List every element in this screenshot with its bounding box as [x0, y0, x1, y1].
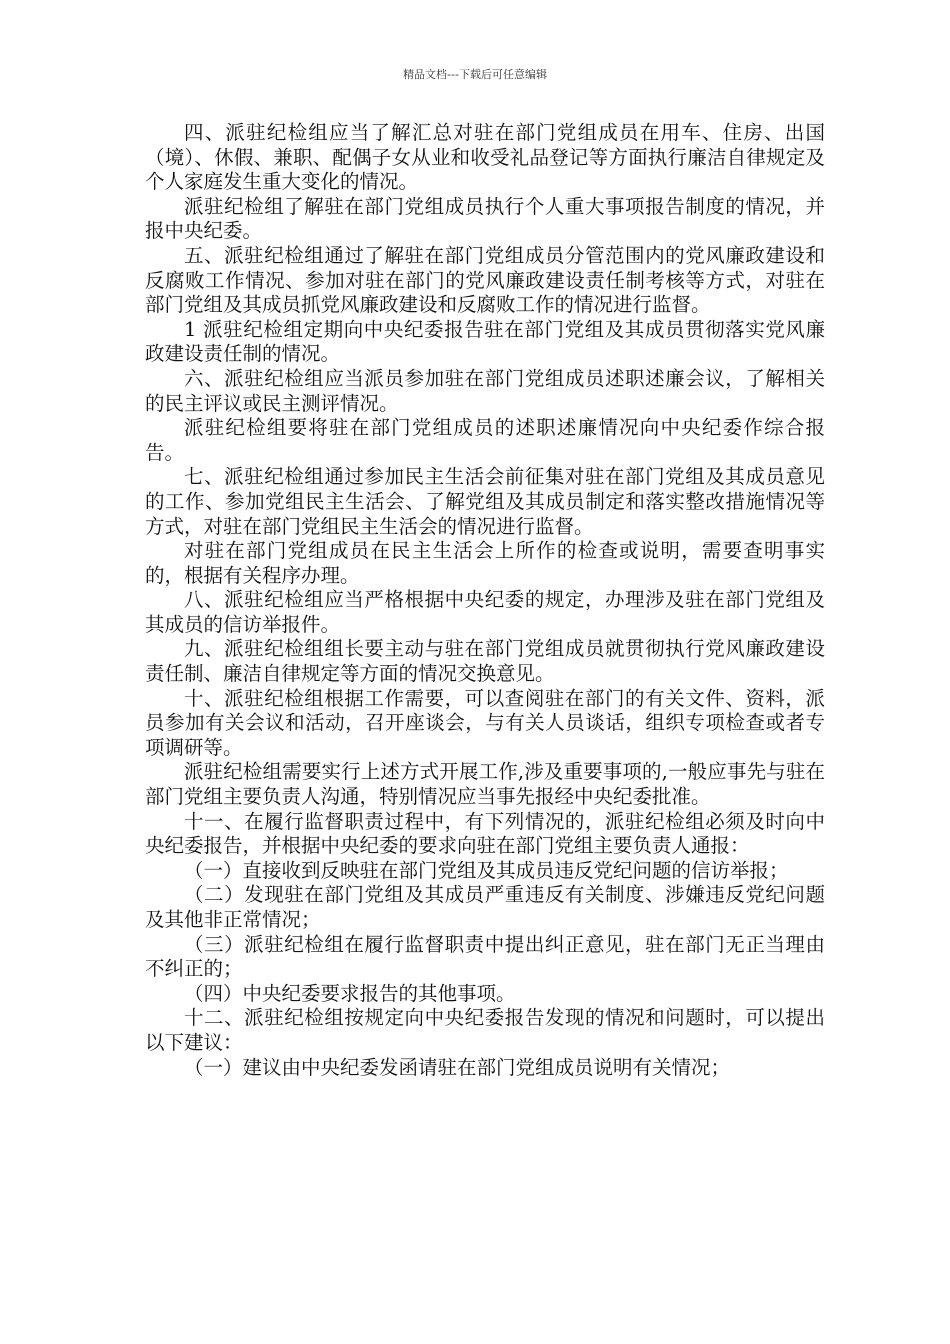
paragraph-9: 九、派驻纪检组组长要主动与驻在部门党组成员就贯彻执行党风廉政建设责任制、廉洁自律规定等方面的情况交换意见。 — [145, 637, 825, 686]
paragraph-6: 六、派驻纪检组应当派员参加驻在部门党组成员述职述廉会议，了解相关的民主评议或民主测评情况。 — [145, 366, 825, 415]
paragraph-4: 四、派驻纪检组应当了解汇总对驻在部门党组成员在用车、住房、出国（境）、休假、兼职、配偶子女从业和收受礼品登记等方面执行廉洁自律规定及个人家庭发生重大变化的情况。 — [145, 121, 825, 194]
list-item: （一）直接收到反映驻在部门党组及其成员违反党纪问题的信访举报； — [184, 858, 789, 882]
paragraph-12: 十二、派驻纪检组按规定向中央纪委报告发现的情况和问题时，可以提出以下建议： — [145, 1006, 825, 1054]
paragraph-8: 八、派驻纪检组应当严格根据中央纪委的规定，办理涉及驻在部门党组及其成员的信访举报件。 — [145, 588, 825, 636]
paragraph: 派驻纪检组需要实行上述方式开展工作,涉及重要事项的,一般应事先与驻在部门党组主要负责人沟通，特别情况应当事先报经中央纪委批准。 — [145, 760, 825, 809]
list-item: （一）建议由中央纪委发函请驻在部门党组成员说明有关情况； — [184, 1055, 731, 1079]
paragraph-7: 七、派驻纪检组通过参加民主生活会前征集对驻在部门党组及其成员意见的工作、参加党组民主生活会、了解党组及其成员制定和落实整改措施情况等方式，对驻在部门党组民主生活会的情况进行监督。 — [145, 465, 825, 538]
paragraph: 派驻纪检组要将驻在部门党组成员的述职述廉情况向中央纪委作综合报告。 — [145, 416, 825, 464]
paragraph: 派驻纪检组了解驻在部门党组成员执行个人重大事项报告制度的情况，并报中央纪委。 — [145, 194, 825, 243]
paragraph: 1 派驻纪检组定期向中央纪委报告驻在部门党组及其成员贯彻落实党风廉政建设责任制的情况。 — [145, 317, 825, 366]
page-header: 精品文档---下载后可任意编辑 — [403, 68, 547, 81]
list-item: （四）中央纪委要求报告的其他事项。 — [184, 981, 516, 1005]
paragraph-11: 十一、在履行监督职责过程中，有下列情况的，派驻纪检组必须及时向中央纪委报告，并根据中央纪委的要求向驻在部门党组主要负责人通报： — [145, 809, 825, 858]
list-item: （三）派驻纪检组在履行监督职责中提出纠正意见，驻在部门无正当理由不纠正的； — [145, 932, 825, 981]
paragraph: 对驻在部门党组成员在民主生活会上所作的检查或说明，需要查明事实的，根据有关程序办理。 — [145, 539, 825, 587]
list-item: （二）发现驻在部门党组及其成员严重违反有关制度、涉嫌违反党纪问题及其他非正常情况； — [145, 883, 825, 931]
paragraph-5: 五、派驻纪检组通过了解驻在部门党组成员分管范围内的党风廉政建设和反腐败工作情况、参加对驻在部门的党风廉政建设责任制考核等方式，对驻在部门党组及其成员抓党风廉政建设和反腐败工作的情况进行监督。 — [145, 243, 825, 317]
document-body — [145, 121, 825, 1080]
paragraph-10: 十、派驻纪检组根据工作需要，可以查阅驻在部门的有关文件、资料，派员参加有关会议和活动，召开座谈会，与有关人员谈话，组织专项检查或者专项调研等。 — [145, 686, 825, 759]
